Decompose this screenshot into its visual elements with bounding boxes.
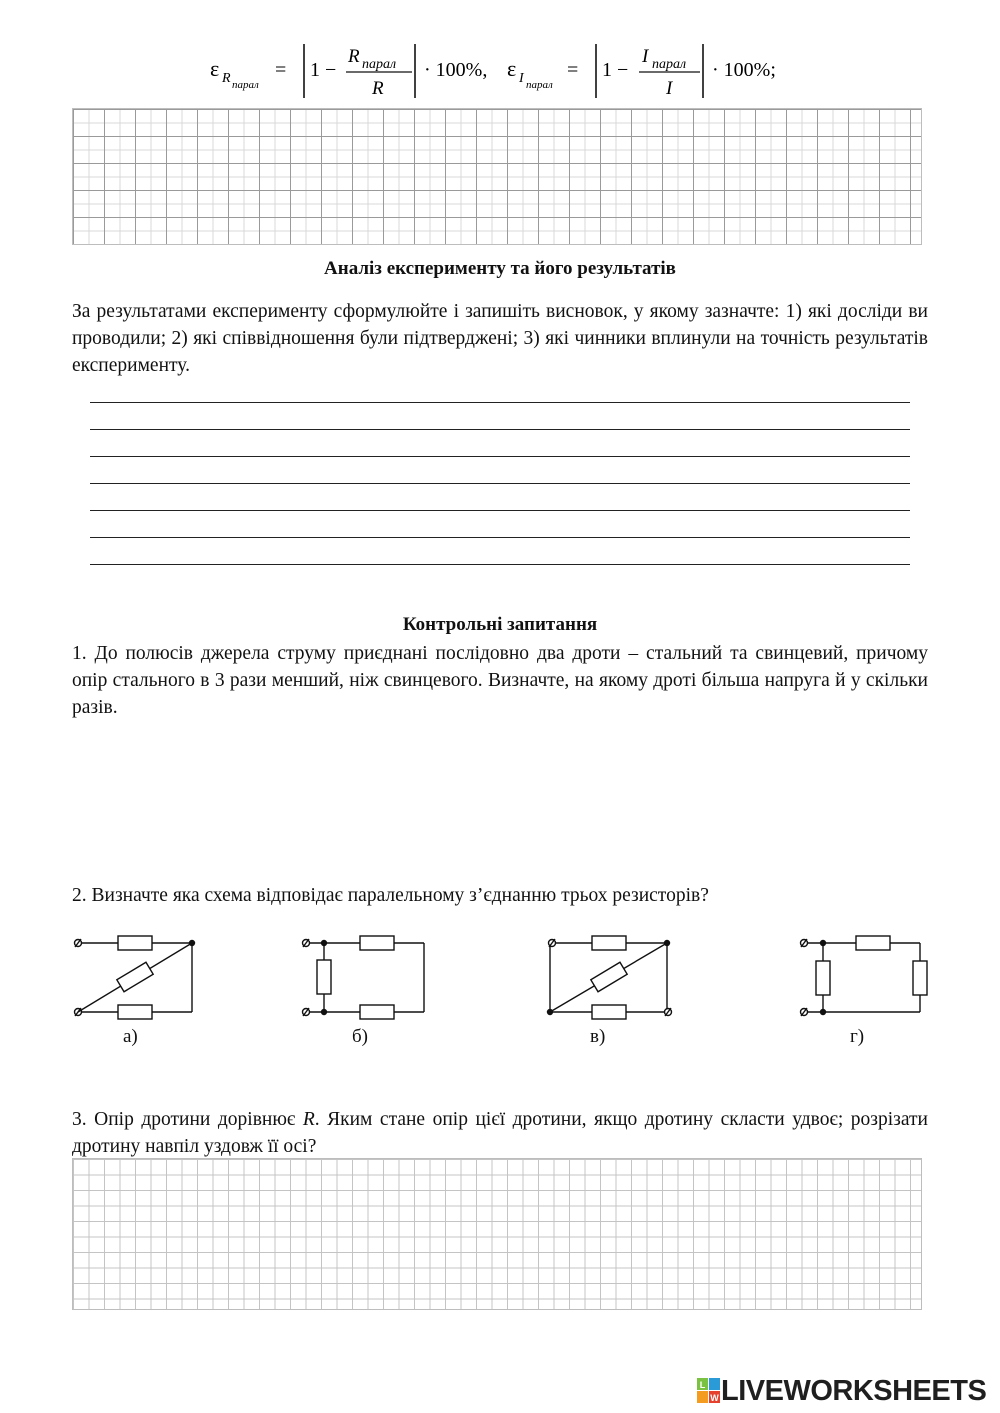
questions-heading: Контрольні запитання	[402, 614, 598, 635]
eps-sub-r: R	[222, 71, 231, 86]
eps-sub-paral-r: парал	[232, 79, 259, 91]
circuit-label-b: б)	[352, 1026, 368, 1047]
error-formula	[0, 30, 1000, 100]
numerator-i-sub: парал	[652, 57, 687, 72]
circuit-d[interactable]	[801, 936, 928, 1016]
logo-badge-icon	[697, 1378, 721, 1404]
eps-sub-paral-i: парал	[526, 79, 553, 91]
answer-line-1[interactable]	[90, 402, 910, 403]
answer-grid-bottom[interactable]	[72, 1158, 922, 1310]
logo-text: LIVEWORKSHEETS	[721, 1374, 987, 1407]
liveworksheets-logo[interactable]	[697, 1374, 986, 1408]
circuit-label-d: г)	[850, 1026, 865, 1047]
question-2: 2. Визначте яка схема відповідає паралельному з’єднанню трьох резисторів?	[72, 885, 709, 906]
circuit-diagrams	[60, 925, 960, 1030]
one-minus-2: 1 −	[602, 59, 629, 81]
circuit-label-c: в)	[590, 1026, 606, 1047]
one-minus-1: 1 −	[310, 59, 337, 81]
question-3-part-1: 3. Опір дротини дорівнює	[72, 1109, 303, 1130]
answer-line-6[interactable]	[90, 537, 910, 538]
question-3-part-2: . Яким стане опір цієї дротини, якщо дротину скласти удвоє; розрізати дротину навпіл уздовж її осі?	[72, 1109, 928, 1157]
epsilon-i: ε	[507, 56, 517, 81]
question-3-var: R	[302, 1109, 315, 1130]
epsilon-r: ε	[210, 56, 220, 81]
circuit-label-a: а)	[123, 1026, 138, 1047]
analysis-text: За результатами експерименту сформулюйте і запишіть висновок, у якому зазначте: 1) які досліди ви проводили; 2) які співвідношення були підтверджені; 3) які чинники вплинули на точність результатів експерименту.	[72, 301, 928, 376]
numerator-r-sub: парал	[362, 57, 397, 72]
denominator-r: R	[372, 78, 384, 99]
answer-line-3[interactable]	[90, 456, 910, 457]
answer-line-2[interactable]	[90, 429, 910, 430]
equals-2: =	[567, 59, 579, 81]
logo-badge-letter-w: W	[710, 1393, 719, 1403]
question-3	[72, 1106, 928, 1160]
times-100-2: · 100%;	[712, 59, 776, 81]
answer-line-5[interactable]	[90, 510, 910, 511]
equals-1: =	[275, 59, 287, 81]
circuit-b[interactable]	[303, 936, 425, 1019]
denominator-i: I	[666, 78, 673, 99]
circuit-a[interactable]	[75, 936, 195, 1019]
analysis-heading: Аналіз експерименту та його результатів	[324, 258, 676, 279]
circuit-c[interactable]	[548, 936, 672, 1019]
times-100-1: · 100%,	[424, 59, 488, 81]
logo-badge-letter-l: L	[699, 1380, 706, 1390]
answer-line-7[interactable]	[90, 564, 910, 565]
answer-grid-top[interactable]	[72, 108, 922, 245]
numerator-r: R	[348, 46, 360, 67]
answer-line-4[interactable]	[90, 483, 910, 484]
numerator-i: I	[642, 46, 649, 67]
eps-sub-i: I	[519, 71, 524, 86]
question-1: 1. До полюсів джерела струму приєднані послідовно два дроти – стальний та свинцевий, причому опір стального в 3 рази менший, ніж свинцевого. Визначте, на якому дроті більша напруга й у скільки разів.	[72, 643, 928, 718]
